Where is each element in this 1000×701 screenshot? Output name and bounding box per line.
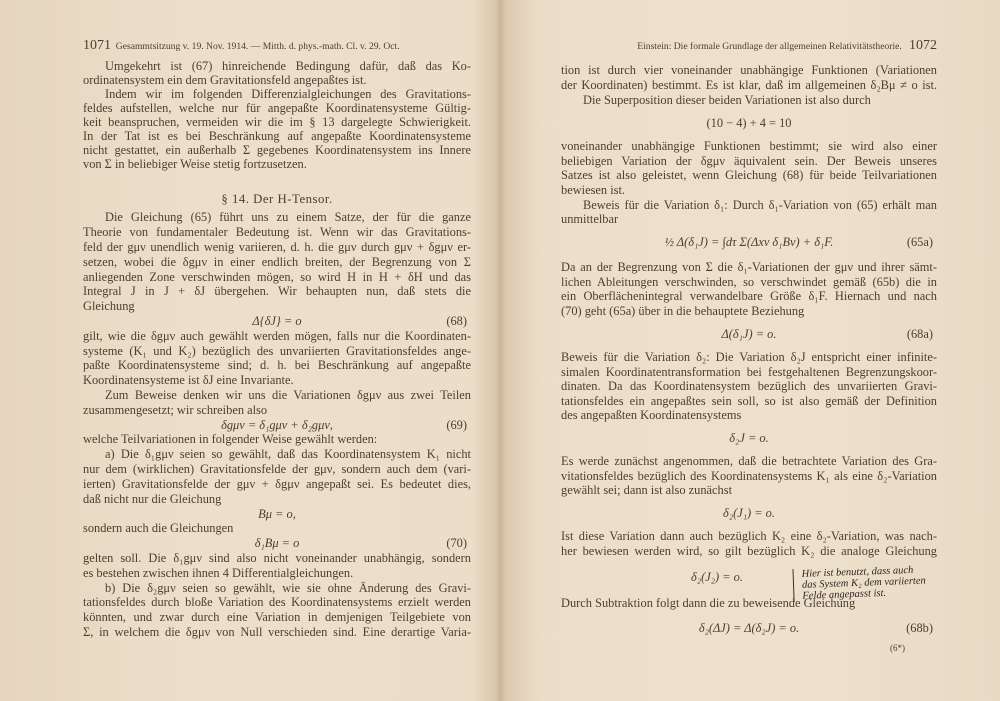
text-line: tationsfeldes ein angepaßtes sein soll, so ist also gemäß der Definition — [561, 394, 937, 408]
text-line: nicht gestattet, ein außerhalb Σ gegebenes Koordinatensystem ins Innere — [83, 143, 471, 157]
text-line: Σ, in welchem die δgμν von Null verschieden sind. Eine derartige Varia- — [83, 625, 471, 639]
equation-number: (69) — [446, 418, 467, 432]
text-line: Zum Beweise denken wir uns die Variationen δgμν aus zwei Teilen — [105, 388, 471, 402]
text-line: Ist diese Variation dann auch bezüglich K₂ eine δ₂-Variation, was nach- — [561, 529, 937, 543]
text-line: ein Oberflächenintegral verwandelbare Größe δ₁F. Hiernach und nach — [561, 289, 937, 303]
annotation-line: Felde angepasst ist. — [802, 587, 887, 602]
text-line: Beweis für die Variation δ₂: Die Variation δ₂J entspricht einer infinite- — [561, 350, 937, 364]
text-line: von Σ in beliebiger Weise stetig fortzusetzen. — [83, 157, 307, 171]
text-line: Satzes ist also geleistet, wenn Gleichung (68) für beide Teilvariationen — [561, 168, 937, 182]
equation-b — [83, 507, 471, 521]
section-heading: § 14. Der H-Tensor. — [221, 192, 333, 206]
text-line: paßte Koordinatensysteme sind; d. h. bei Beschränkung auf angepaßte — [83, 358, 471, 372]
text-line: keit beanspruchen, vermeiden wir die im § 13 dargelegte Schwierigkeit. — [83, 115, 471, 129]
text-line: tion ist durch vier voneinander unabhängige Funktionen (Variationen — [561, 63, 937, 77]
text-line: a) Die δ₁gμν seien so gewählt, daß das Koordinatensystem K₁ nicht — [105, 447, 471, 461]
running-header — [83, 39, 471, 53]
text-line: tationsfeldes durch bloße Variation des Koordinatensystems erzielt werden — [83, 595, 471, 609]
text-line: ordinatensystem ein dem Gravitationsfeld angepaßtes ist. — [83, 73, 367, 87]
text-line: könnten, und zwar durch eine Variation in demjenigen Teilgebiete von — [83, 610, 471, 624]
text-line: feld der gμν unendlich wenig variieren, d. h. die gμν durch gμν + δgμν er- — [83, 240, 471, 254]
text-line: Koordinatensysteme ist δJ eine Invariante. — [83, 373, 294, 387]
equation-formula: δgμν = δ₁gμν + δ₂gμν, — [221, 418, 333, 432]
running-head: Gesammtsitzung v. 19. Nov. 1914. — Mitth. d. phys.-math. Cl. v. 29. Oct. — [115, 41, 400, 52]
right-page — [561, 0, 937, 701]
equation-d2j — [561, 431, 937, 445]
text-line: lichen Ableitungen verschwinden, so verschwindet gemäß (65b) die in — [561, 275, 937, 289]
text-line: nur dem (wirklichen) Gravitationsfelde der gμν, sondern auch dem (vari- — [83, 462, 471, 476]
text-line: sondern auch die Gleichungen — [83, 521, 234, 535]
text-line: Die Superposition dieser beiden Variationen ist also durch — [583, 93, 871, 107]
running-header — [561, 39, 937, 53]
text-line: es bestehen zwischen ihnen 4 Differentialgleichungen. — [83, 566, 354, 580]
text-line: Gleichung — [83, 299, 135, 313]
equation-formula: Bμ = o, — [258, 507, 296, 521]
equation-formula: Δ{δJ} = o — [252, 314, 302, 328]
equation-formula: Δ(δ₁J) = o. — [721, 327, 777, 341]
left-page — [83, 0, 471, 701]
text-line: In der Tat ist es bei Beschränkung auf angepaßte Koordinatensysteme — [83, 129, 471, 143]
text-line: Da an der Begrenzung von Σ die δ₁-Variationen der gμν und ihrer sämt- — [561, 260, 937, 274]
text-line: zusammengesetzt; wir schreiben also — [83, 403, 268, 417]
equation-68 — [83, 314, 471, 328]
signature-mark: (6*) — [890, 643, 905, 653]
page-number: 1072 — [909, 38, 937, 53]
text-line: anliegenden Zone verschwinden mögen, so wird H in H + δH und das — [83, 270, 471, 284]
text-line: unmittelbar — [561, 212, 619, 226]
equation-formula: δ₂(ΔJ) = Δ(δ₂J) = o. — [698, 621, 800, 635]
text-line: Durch Subtraktion folgt dann die zu beweisende Gleichung — [561, 596, 856, 610]
text-line: Die Gleichung (65) führt uns zu einem Satze, der für die ganze — [105, 210, 471, 224]
text-line: gilt, wie die δgμν auch gewählt werden mögen, falls nur die Koordinaten- — [83, 329, 471, 343]
equation-number: (68) — [446, 314, 467, 328]
text-line: Indem wir im folgenden Differenzialgleichungen des Gravitations- — [105, 87, 471, 101]
text-line: feldes aufstellen, welche nur für angepaßte Koordinatensysteme Gültig- — [83, 101, 471, 115]
equation-formula: δ₂J = o. — [729, 431, 769, 445]
equation-formula: ½ Δ(δ₁J) = ∫dτ Σ(Δxν δ₁Bν) + δ₁F. — [664, 235, 834, 249]
equation-j1 — [561, 506, 937, 520]
equation-formula: (10 − 4) + 4 = 10 — [706, 116, 792, 130]
text-line: welche Teilvariationen in folgender Weise gewählt werden: — [83, 432, 378, 446]
text-line: gewählt sei; dann ist also zunächst — [561, 483, 733, 497]
text-line: Es werde zunächst angenommen, daß die betrachtete Variation des Gra- — [561, 454, 937, 468]
equation-number: (70) — [446, 536, 467, 550]
text-line: simalen Koordinatentransformation bei festgehaltenen Begrenzungskoor- — [561, 365, 937, 379]
text-line: des angepaßten Koordinatensystems — [561, 408, 742, 422]
text-line: vitationsfeldes bezüglich des Koordinatensystems K₁ als eine δ₂-Variation — [561, 469, 937, 483]
equation-number: (68b) — [906, 621, 933, 635]
equation-65a — [561, 235, 937, 249]
text-line: bewiesen ist. — [561, 183, 626, 197]
text-line: b) Die δ₂gμν seien so gewählt, wie sie ohne Änderung des Gravi- — [105, 581, 471, 595]
text-line: daß nicht nur die Gleichung — [83, 492, 222, 506]
text-line: gelten soll. Die δ₁gμν sind also nicht voneinander unabhängig, sondern — [83, 551, 471, 565]
text-line: der Koordinaten) bestimmt. Es ist klar, daß im allgemeinen δ₂Bμ ≠ o ist. — [561, 78, 937, 92]
text-line: ierten) Gravitationsfelde der gμν + δgμν angepaßt sei. Es bedeutet dies, — [83, 477, 471, 491]
equation-number: (65a) — [906, 235, 933, 249]
equation-formula: δ₂(J₁) = o. — [723, 506, 775, 520]
text-line: voneinander unabhängige Funktionen bestimmt; sie wird also einer — [561, 139, 937, 153]
text-line: beliebigen Variation der δgμν äquivalent sein. Der Beweis unseres — [561, 154, 937, 168]
text-line: Integral J in J + δJ übergehen. Wir behaupten nun, daß stets die — [83, 284, 471, 298]
equation-formula: δ₁Bμ = o — [254, 536, 300, 550]
page-number: 1071 — [83, 38, 111, 53]
equation-68b — [561, 621, 937, 635]
text-line: Beweis für die Variation δ₁: Durch δ₁-Variation von (65) erhält man — [583, 198, 937, 212]
annotation-line: Hier ist benutzt, dass auch — [801, 564, 914, 580]
running-head: Einstein: Die formale Grundlage der allgemeinen Relativitätstheorie. — [637, 41, 902, 52]
equation-69 — [83, 418, 471, 432]
annotation-line: das System K₂ dem variierten — [801, 575, 926, 591]
equation-formula: δ₂(J₂) = o. — [691, 570, 743, 584]
text-line: setzen, wobei die δgμν in einer endlich breiten, der Begrenzung von Σ — [83, 255, 471, 269]
text-line: dinaten. Da das Koordinatensystem bezüglich des unvariierten Gravi- — [561, 379, 937, 393]
text-line: her bewiesen werden wird, so gilt bezüglich K₂ die analoge Gleichung — [561, 544, 937, 558]
equation-70 — [83, 536, 471, 550]
text-line: systeme (K₁ und K₂) bezüglich des unvariierten Gravitationsfeldes ange- — [83, 344, 471, 358]
text-line: Umgekehrt ist (67) hinreichende Bedingung dafür, daß das Ko- — [105, 59, 471, 73]
equation-68a — [561, 327, 937, 341]
text-line: (70) geht (65a) über in die behauptete Beziehung — [561, 304, 805, 318]
equation-number: (68a) — [906, 327, 933, 341]
text-line: Theorie von fundamentaler Bedeutung ist. Wenn wir das Gravitations- — [83, 225, 471, 239]
equation-count — [561, 116, 937, 130]
